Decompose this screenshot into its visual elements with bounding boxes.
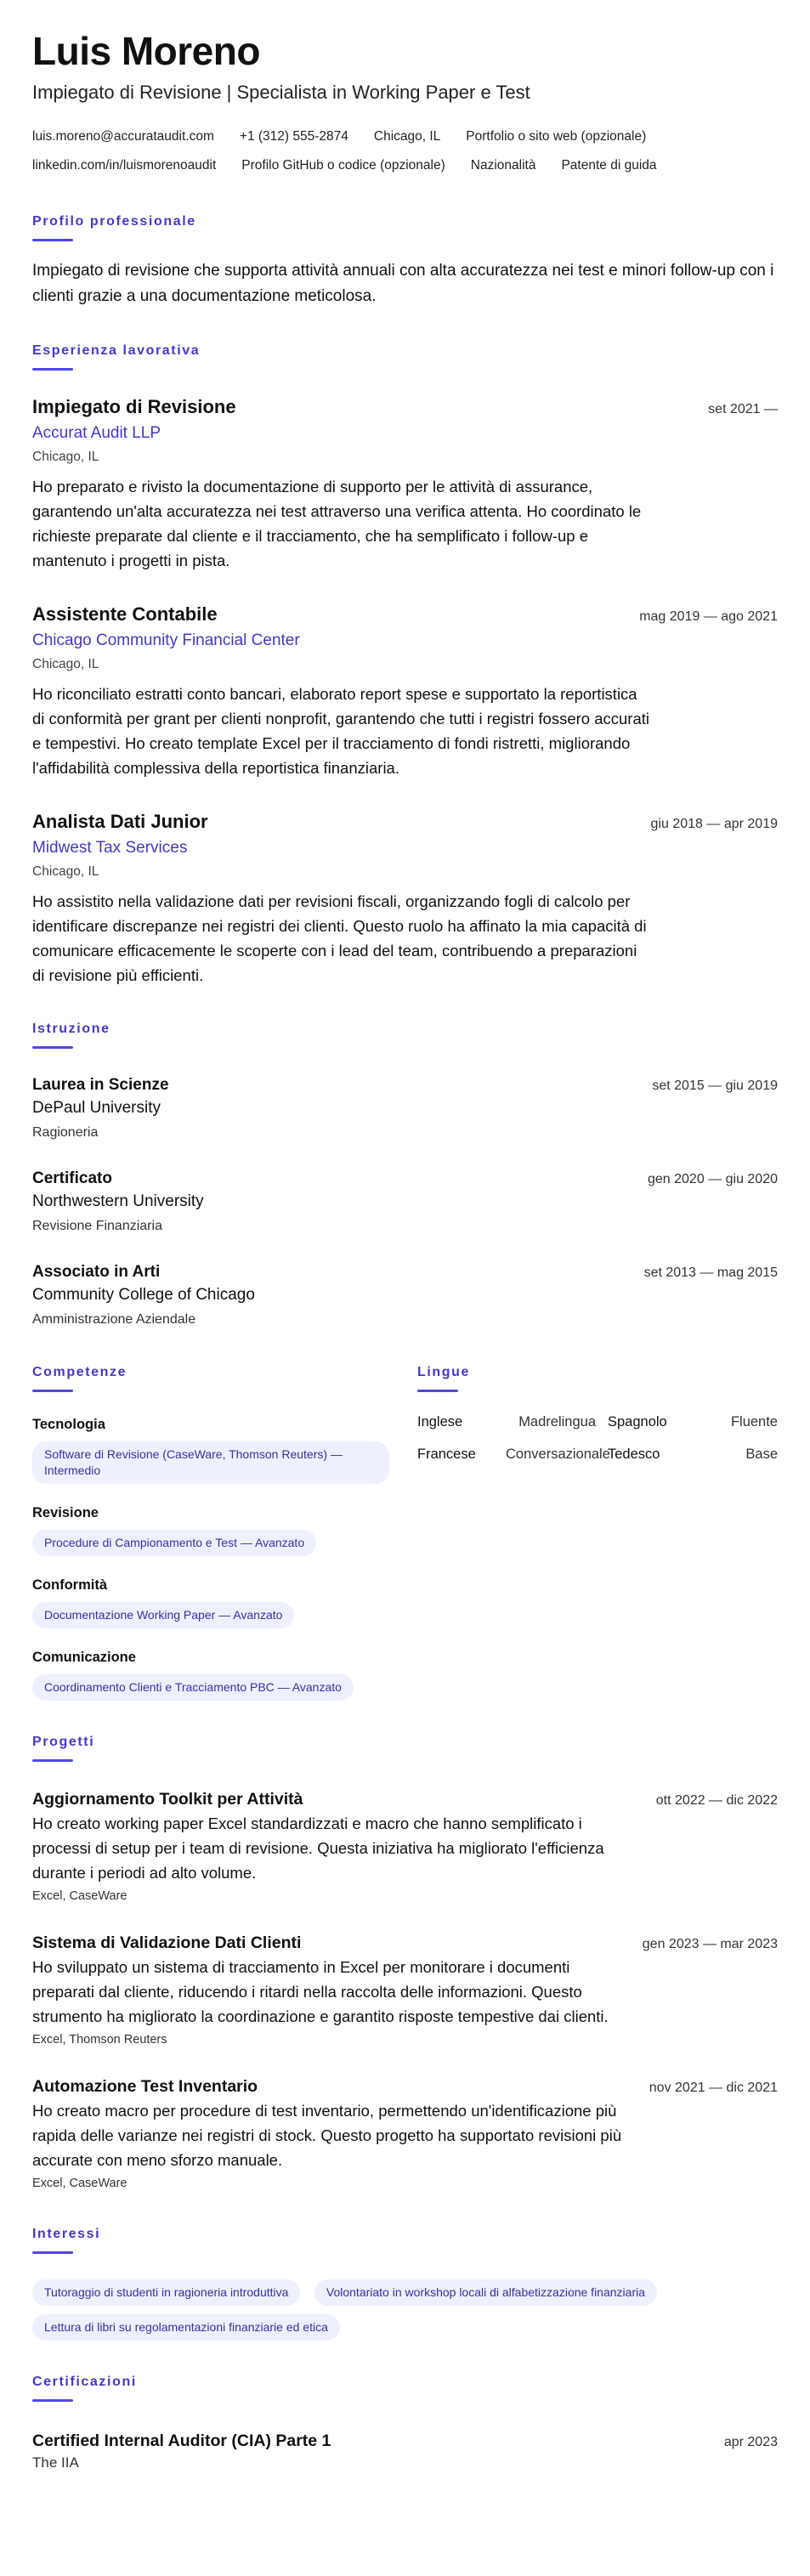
language-level: Madrelingua	[518, 1414, 596, 1430]
certification-name: Certified Internal Auditor (CIA) Parte 1	[32, 2432, 331, 2450]
section-rule	[32, 1390, 73, 1392]
section-title-languages: Lingue	[417, 1365, 471, 1379]
language-level: Base	[745, 1447, 778, 1462]
projects-section	[32, 1733, 778, 2193]
contact-portfolio[interactable]: Portfolio o sito web (opzionale)	[466, 129, 647, 144]
project-description: Ho creato macro per procedure di test inventario, permettendo un'identificazione più rapida delle varianze nei registri di stock. Questo progetto ha supportato revisioni più accurate con meno sforzo manuale.	[32, 2102, 622, 2169]
skill-pill: Software di Revisione (CaseWare, Thomson Reuters) — Intermedio	[32, 1441, 389, 1484]
interest-pill: Volontariato in workshop locali di alfabetizzazione finanziaria	[314, 2279, 657, 2306]
section-rule	[32, 1046, 73, 1049]
education-section	[32, 1020, 778, 1331]
contact-email[interactable]: luis.moreno@accurataudit.com	[32, 129, 214, 144]
project-item	[32, 1931, 778, 2049]
contact-driving-license: Patente di guida	[561, 158, 657, 173]
education-item	[32, 1168, 778, 1237]
section-rule	[32, 239, 73, 241]
education-dates: set 2013 — mag 2015	[643, 1265, 778, 1280]
project-dates: ott 2022 — dic 2022	[655, 1793, 778, 1808]
project-item	[32, 2075, 778, 2193]
education-school: Community College of Chicago	[32, 1286, 255, 1304]
contact-list	[32, 122, 778, 180]
section-title-certifications: Certificazioni	[32, 2375, 137, 2389]
job-dates: mag 2019 — ago 2021	[639, 609, 778, 624]
language-level: Conversazionale	[506, 1447, 610, 1462]
education-degree: Associato in Arti	[32, 1263, 161, 1281]
contact-github[interactable]: Profilo GitHub o codice (opzionale)	[241, 158, 445, 173]
profile-summary: Impiegato di revisione che supporta attività annuali con alta accuratezza nei test e minori follow-up con i clienti grazie a una documentazione meticolosa.	[32, 262, 774, 305]
interests-section	[32, 2225, 778, 2341]
interest-list	[32, 2271, 763, 2341]
project-tech: Excel, Thomson Reuters	[32, 2033, 167, 2047]
experience-item	[32, 809, 778, 988]
skill-pill: Documentazione Working Paper — Avanzato	[32, 1602, 294, 1628]
candidate-name: Luis Moreno	[32, 29, 260, 73]
job-title: Assistente Contabile	[32, 603, 218, 625]
section-rule	[32, 2251, 73, 2254]
section-title-projects: Progetti	[32, 1735, 95, 1749]
certification-date: apr 2023	[723, 2435, 778, 2449]
education-school: DePaul University	[32, 1099, 161, 1117]
section-title-skills: Competenze	[32, 1365, 127, 1379]
contact-location: Chicago, IL	[373, 129, 441, 144]
education-field: Revisione Finanziaria	[32, 1219, 162, 1233]
experience-section	[32, 342, 778, 988]
section-title-profile: Profilo professionale	[32, 214, 196, 229]
skill-category: Tecnologia	[32, 1417, 105, 1432]
skills-languages-row	[32, 1331, 778, 1701]
job-location: Chicago, IL	[32, 657, 99, 671]
project-name: Aggiornamento Toolkit per Attività	[32, 1790, 303, 1809]
job-location: Chicago, IL	[32, 864, 99, 879]
education-item	[32, 1074, 778, 1144]
skills-section	[32, 1331, 389, 1701]
education-dates: gen 2020 — giu 2020	[647, 1172, 778, 1186]
skill-pill: Procedure di Campionamento e Test — Avanzato	[32, 1530, 316, 1556]
language-name: Tedesco	[608, 1447, 660, 1462]
project-description: Ho sviluppato un sistema di tracciamento in Excel per monitorare i documenti preparati dal cliente, riducendo i ritardi nella raccolta delle informazioni. Questo strumento ha migliorato la coordinazione e garantito risposte tempestive dai clienti.	[32, 1958, 609, 2025]
job-description: Ho preparato e rivisto la documentazione di supporto per le attività di assurance, garantendo un'alta accuratezza nei test attraverso una verifica attenta. Ho coordinato le richieste preparate dal cliente e il tracciamento, che ha semplificato i follow-up e mantenuto i progetti in pista.	[32, 478, 642, 569]
job-dates: set 2021 —	[708, 402, 778, 416]
language-name: Spagnolo	[608, 1414, 667, 1430]
contact-nationality: Nazionalità	[470, 158, 536, 173]
education-field: Amministrazione Aziendale	[32, 1312, 196, 1327]
project-description: Ho creato working paper Excel standardizzati e macro che hanno semplificato i processi di setup per i team di revisione. Questa iniziativa ha migliorato l'efficienza durante i periodi ad alto volume.	[32, 1815, 604, 1882]
section-rule	[32, 368, 73, 371]
language-level: Fluente	[730, 1414, 778, 1430]
section-title-experience: Esperienza lavorativa	[32, 343, 201, 358]
contact-linkedin[interactable]: linkedin.com/in/luismorenoaudit	[32, 158, 217, 173]
resume-header	[32, 27, 778, 180]
education-item	[32, 1261, 778, 1331]
education-school: Northwestern University	[32, 1192, 204, 1210]
skill-category: Conformità	[32, 1577, 107, 1593]
skill-pill: Coordinamento Clienti e Tracciamento PBC — Avanzato	[32, 1674, 354, 1701]
education-field: Ragioneria	[32, 1125, 99, 1140]
job-title: Impiegato di Revisione	[32, 396, 236, 417]
project-dates: gen 2023 — mar 2023	[642, 1937, 778, 1951]
language-list	[417, 1413, 778, 1464]
language-name: Inglese	[417, 1414, 463, 1430]
section-title-education: Istruzione	[32, 1022, 110, 1036]
project-name: Automazione Test Inventario	[32, 2077, 258, 2096]
job-location: Chicago, IL	[32, 450, 99, 464]
job-company: Chicago Community Financial Center	[32, 631, 300, 649]
certifications-section	[32, 2373, 778, 2473]
job-dates: giu 2018 — apr 2019	[650, 817, 778, 831]
job-title: Analista Dati Junior	[32, 811, 208, 832]
project-tech: Excel, CaseWare	[32, 1889, 127, 1903]
section-title-interests: Interessi	[32, 2227, 101, 2241]
language-name: Francese	[417, 1447, 476, 1462]
job-description: Ho riconciliato estratti conto bancari, elaborato report spese e supportato la reportistica di conformità per grant per clienti nonprofit, garantendo che tutti i registri fossero accurati e tempestivi. Ho creato template Excel per il tracciamento di fondi ristretti, migliorando l'affidabilità complessiva della reportistica finanziaria.	[32, 685, 649, 777]
contact-phone[interactable]: +1 (312) 555-2874	[239, 129, 348, 144]
section-rule	[32, 1759, 73, 1762]
certification-issuer: The IIA	[32, 2454, 79, 2471]
experience-item	[32, 602, 778, 780]
project-name: Sistema di Validazione Dati Clienti	[32, 1933, 302, 1952]
project-item	[32, 1787, 778, 1905]
skill-category: Comunicazione	[32, 1650, 136, 1665]
candidate-headline: Impiegato di Revisione | Specialista in Working Paper e Test	[32, 82, 530, 103]
section-rule	[417, 1390, 458, 1392]
experience-item	[32, 394, 778, 573]
project-tech: Excel, CaseWare	[32, 2177, 127, 2190]
job-company: Midwest Tax Services	[32, 839, 188, 857]
education-degree: Laurea in Scienze	[32, 1076, 169, 1094]
languages-section	[417, 1331, 778, 1701]
job-company: Accurat Audit LLP	[32, 424, 161, 442]
interest-pill: Tutoraggio di studenti in ragioneria introduttiva	[32, 2279, 300, 2306]
job-description: Ho assistito nella validazione dati per revisioni fiscali, organizzando fogli di calcolo per identificare discrepanze nei registri dei clienti. Questo ruolo ha affinato la mia capacità di comunicare efficacemente le scoperte con i lead del team, contribuendo a preparazioni di revisione più efficienti.	[32, 892, 647, 984]
interest-pill: Lettura di libri su regolamentazioni finanziarie ed etica	[32, 2314, 340, 2341]
section-rule	[32, 2399, 73, 2402]
education-dates: set 2015 — giu 2019	[652, 1079, 778, 1093]
project-dates: nov 2021 — dic 2021	[649, 2081, 778, 2095]
profile-section	[32, 212, 778, 309]
skill-category: Revisione	[32, 1505, 99, 1520]
certification-item	[32, 2429, 778, 2473]
education-degree: Certificato	[32, 1169, 112, 1187]
